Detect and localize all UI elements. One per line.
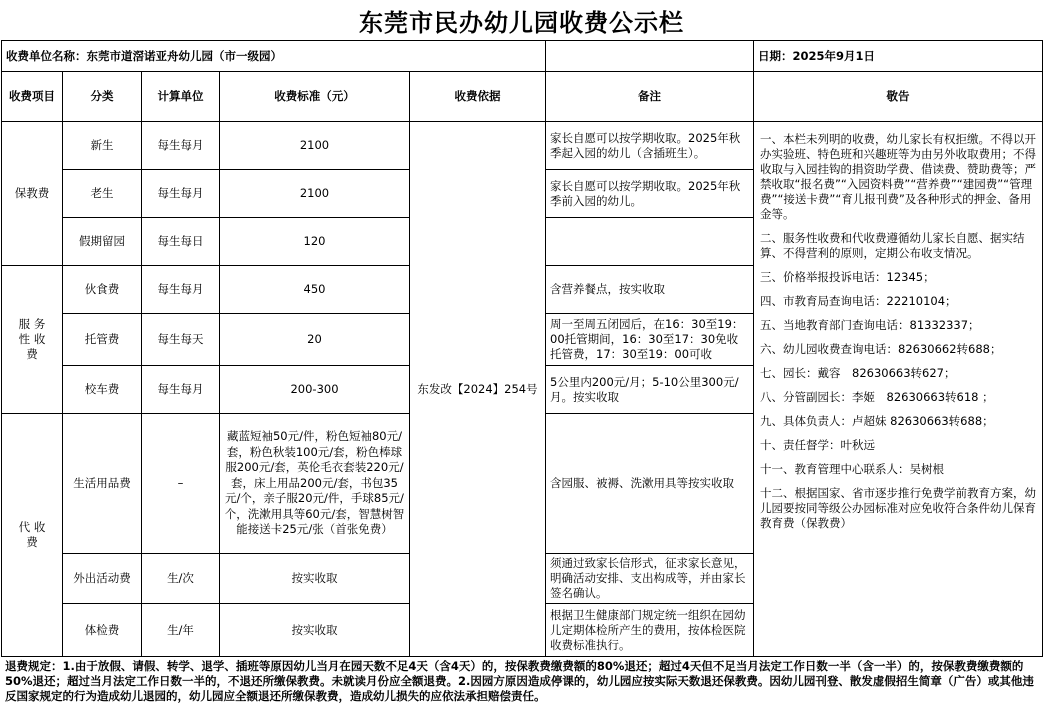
notice-panel: [754, 122, 1043, 657]
standard-cell: 200-300: [220, 366, 410, 414]
notice-item: 七、园长：戴容 82630663转627；: [760, 366, 956, 380]
unit-cell: 每生每月: [142, 170, 220, 218]
notice-item: 十二、根据国家、省市逐步推行免费学前教育方案，幼儿园要按同等级公办园标准对应免收符合条件幼儿保育教育费（保教费）: [760, 486, 1036, 530]
category-cell: 体检费: [63, 604, 142, 657]
notice-item: 九、具体负责人：卢超妹 82630663转688；: [760, 414, 994, 428]
remark-cell: 须通过致家长信形式，征求家长意见，明确活动安排、支出构成等，并由家长签名确认。: [546, 554, 754, 604]
refund-policy: 退费规定：1.由于放假、请假、转学、退学、插班等原因幼儿当月在园天数不足4天（含4天）的，按保教费缴费额的80%退还；超过4天但不足当月法定工作日数一半（含一半）的，按保教费缴费额的50%退还；超过当月法定工作日数一半的，不退还所缴保教费。未就读月份应全额退费。2.因园方原因造成停课的，幼儿园应按实际天数退还保教费。因幼儿园刊登、散发虚假招生简章（广告）或其他违反国家规定的行为造成幼儿退园的，幼儿园应全额退还所缴保教费，造成幼儿损失的应依法承担赔偿责任。: [5, 659, 1034, 703]
remark-cell: [546, 218, 754, 266]
group-care-fee: 保教费: [2, 122, 63, 266]
group-service-fee: 服 务 性 收 费: [2, 266, 63, 414]
page-title: 东莞市民办幼儿园收费公示栏: [359, 7, 684, 37]
standard-cell: 按实收取: [220, 554, 410, 604]
standard-cell: 2100: [220, 122, 410, 170]
unit-cell: 每生每月: [142, 122, 220, 170]
remark-cell: 根据卫生健康部门规定统一组织在园幼儿定期体检所产生的费用，按体检医院收费标准执行。: [546, 604, 754, 657]
unit-cell: 每生每月: [142, 366, 220, 414]
remark-cell: [546, 314, 754, 366]
unit-cell: 每生每天: [142, 314, 220, 366]
fee-basis: 东发改【2024】254号: [410, 122, 546, 657]
category-cell: 假期留园: [63, 218, 142, 266]
standard-cell: 20: [220, 314, 410, 366]
unit-cell: 生/年: [142, 604, 220, 657]
category-cell: 老生: [63, 170, 142, 218]
header-basis: 收费依据: [410, 72, 546, 122]
standard-cell: 按实收取: [220, 604, 410, 657]
standard-cell: 2100: [220, 170, 410, 218]
unit-cell: 生/次: [142, 554, 220, 604]
remark-text: 周一至周五闭园后，在16：30至19：00托管期间，16：30至17：30免收托管费，17：30至19：00可收: [550, 317, 744, 361]
header-notice: 敬告: [754, 72, 1043, 122]
category-cell: 生活用品费: [63, 414, 142, 554]
notice-item: 十一、教育管理中心联系人：吴树根: [760, 462, 944, 476]
group-agency-fee: 代 收 费: [2, 414, 63, 657]
institution-name: 收费单位名称：东莞市道滘诺亚舟幼儿园（市一级园）: [2, 41, 546, 72]
notice-item: 三、价格举报投诉电话：12345；: [760, 270, 935, 284]
standard-cell: 藏蓝短袖50元/件，粉色短袖80元/套，粉色秋装100元/套，粉色棒球服200元/套，英伦毛衣套装220元/套，床上用品200元/套，书包35元/个，亲子服20元/件，手球85元/个，洗漱用具等60元/套，智慧树智能接送卡25元/张（首张免费）: [220, 414, 410, 554]
category-cell: 新生: [63, 122, 142, 170]
fee-table: [1, 40, 1043, 657]
remark-cell: 含营养餐点，按实收取: [546, 266, 754, 314]
header-item: 收费项目: [2, 72, 63, 122]
remark-cell: 家长自愿可以按学期收取。2025年秋季起入园的幼儿（含插班生）。: [546, 122, 754, 170]
notice-item: 一、本栏未列明的收费，幼儿家长有权拒缴。不得以开办实验班、特色班和兴趣班等为由另外收取费用；不得收取与入园挂钩的捐资助学费、借读费、赞助费等；严禁收取“报名费”“入园资料费”“营养费”“建园费”“管理费”“接送卡费”“育儿报刊费”及各种形式的押金、备用金等。: [760, 132, 1036, 221]
category-cell: 校车费: [63, 366, 142, 414]
category-cell: 外出活动费: [63, 554, 142, 604]
category-cell: 伙食费: [63, 266, 142, 314]
notice-item: 六、幼儿园收费查询电话：82630662转688；: [760, 342, 1002, 356]
standard-cell: 450: [220, 266, 410, 314]
standard-cell: 120: [220, 218, 410, 266]
remark-cell: 家长自愿可以按学期收取。2025年秋季前入园的幼儿。: [546, 170, 754, 218]
notice-item: 八、分管副园长：李姬 82630663转618 ；: [760, 390, 994, 404]
unit-cell: 每生每日: [142, 218, 220, 266]
header-unit: 计算单位: [142, 72, 220, 122]
category-cell: 托管费: [63, 314, 142, 366]
header-category: 分类: [63, 72, 142, 122]
unit-cell: –: [142, 414, 220, 554]
remark-cell: 含园服、被褥、洗漱用具等按实收取: [546, 414, 754, 554]
remark-cell: 5公里内200元/月；5-10公里300元/月。按实收取: [546, 366, 754, 414]
notice-item: 四、市教育局查询电话：22210104；: [760, 294, 957, 308]
unit-cell: 每生每月: [142, 266, 220, 314]
publish-date: 日期：2025年9月1日: [754, 41, 1043, 72]
notice-item: 二、服务性收费和代收费遵循幼儿家长自愿、据实结算、不得营利的原则，定期公布收支情况。: [760, 231, 1025, 260]
notice-item: 五、当地教育部门查询电话：81332337；: [760, 318, 980, 332]
header-remarks: 备注: [546, 72, 754, 122]
header-standard: 收费标准（元）: [220, 72, 410, 122]
notice-item: 十、责任督学：叶秋远: [760, 438, 875, 452]
